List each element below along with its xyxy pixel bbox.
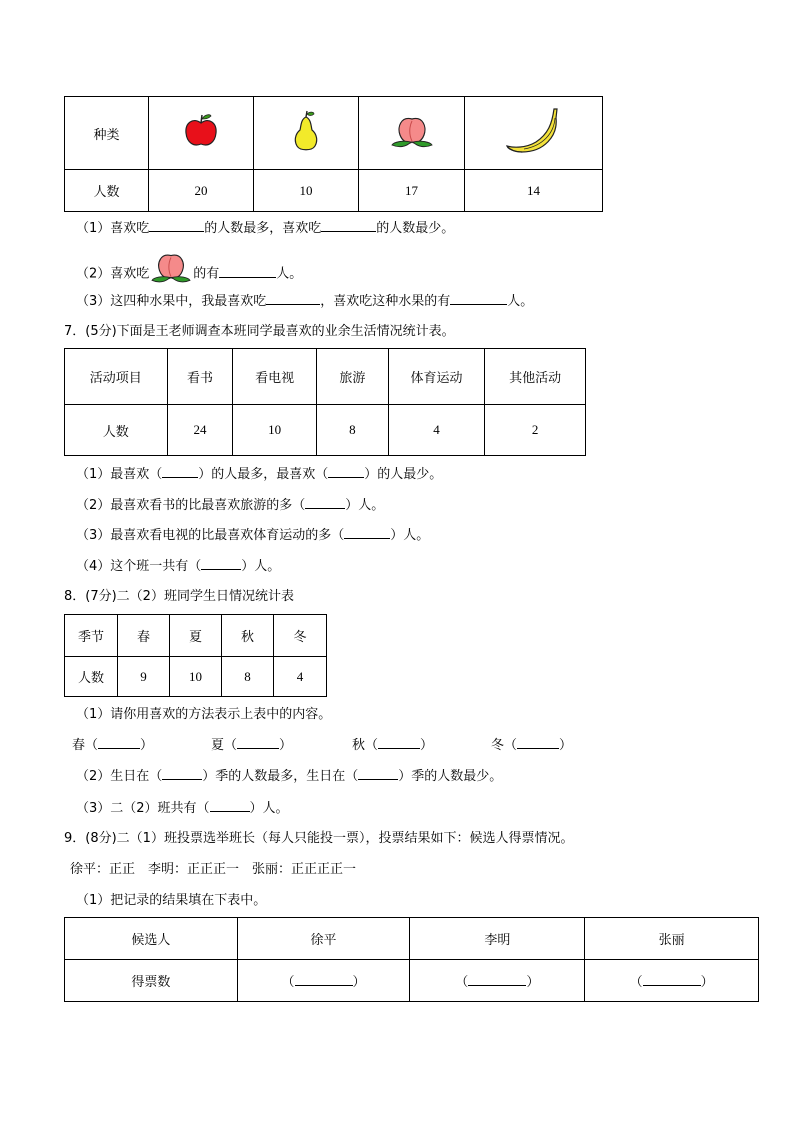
q8-title: 8．(7分)二（2）班同学生日情况统计表 bbox=[64, 589, 294, 604]
birthday-header-label: 季节 bbox=[65, 615, 118, 657]
activity-count-label: 人数 bbox=[65, 405, 168, 456]
answer-blank[interactable] bbox=[98, 736, 140, 749]
answer-blank[interactable] bbox=[201, 557, 241, 570]
candidate-header: 李明 bbox=[410, 918, 585, 960]
answer-blank[interactable] bbox=[468, 973, 526, 986]
answer-blank[interactable] bbox=[328, 465, 364, 478]
q9-part1: （1）把记录的结果填在下表中。 bbox=[76, 893, 267, 908]
candidate-header: 张丽 bbox=[585, 918, 759, 960]
answer-blank[interactable] bbox=[237, 736, 279, 749]
q7-part4: （4）这个班一共有（ ）人。 bbox=[76, 559, 281, 574]
birthday-table bbox=[64, 614, 327, 697]
activity-header: 旅游 bbox=[317, 349, 389, 405]
answer-blank[interactable] bbox=[378, 736, 420, 749]
activity-count: 8 bbox=[317, 405, 389, 456]
season-summer: 夏（ ） bbox=[211, 738, 293, 753]
answer-blank[interactable] bbox=[162, 465, 198, 478]
answer-blank[interactable] bbox=[517, 736, 559, 749]
fruit-table-header-label: 种类 bbox=[65, 97, 149, 170]
vote-count-label: 得票数 bbox=[65, 960, 238, 1002]
answer-blank[interactable] bbox=[295, 973, 353, 986]
activity-header: 看书 bbox=[167, 349, 233, 405]
q7-part1: （1）最喜欢（ ）的人最多，最喜欢（ ）的人最少。 bbox=[76, 467, 443, 482]
q7-title: 7．(5分)下面是王老师调查本班同学最喜欢的业余生活情况统计表。 bbox=[64, 324, 455, 339]
peach-cell bbox=[359, 97, 465, 170]
answer-blank[interactable] bbox=[450, 292, 507, 305]
peach-icon bbox=[149, 248, 193, 286]
activity-count: 4 bbox=[388, 405, 485, 456]
q9-votes: 徐平：正正 李明：正正正一 张丽：正正正正一 bbox=[70, 862, 357, 877]
season-header: 春 bbox=[117, 615, 169, 657]
birthday-count-label: 人数 bbox=[65, 657, 118, 697]
season-header: 夏 bbox=[169, 615, 221, 657]
peach-icon bbox=[389, 111, 435, 151]
answer-blank[interactable] bbox=[219, 265, 276, 278]
q7-part3: （3）最喜欢看电视的比最喜欢体育运动的多（ ）人。 bbox=[76, 528, 430, 543]
q8-part2: （2）生日在（ ）季的人数最多，生日在（ ）季的人数最少。 bbox=[76, 769, 503, 784]
vote-header-label: 候选人 bbox=[65, 918, 238, 960]
banana-count: 14 bbox=[465, 170, 603, 212]
answer-blank[interactable] bbox=[358, 767, 398, 780]
answer-blank[interactable] bbox=[210, 799, 250, 812]
activity-header-label: 活动项目 bbox=[65, 349, 168, 405]
season-count: 10 bbox=[169, 657, 221, 697]
activity-table bbox=[64, 348, 586, 456]
answer-blank[interactable] bbox=[162, 767, 202, 780]
activity-header: 看电视 bbox=[233, 349, 317, 405]
season-header: 秋 bbox=[221, 615, 273, 657]
answer-blank[interactable] bbox=[266, 292, 320, 305]
season-count: 4 bbox=[273, 657, 326, 697]
season-autumn: 秋（ ） bbox=[352, 738, 434, 753]
q8-part3: （3）二（2）班共有（ ）人。 bbox=[76, 801, 289, 816]
q6-part1: （1）喜欢吃 的人数最多，喜欢吃 的人数最少。 bbox=[76, 221, 455, 236]
season-spring: 春（ ） bbox=[72, 738, 154, 753]
candidate-header: 徐平 bbox=[237, 918, 410, 960]
season-count: 9 bbox=[117, 657, 169, 697]
q7-part2: （2）最喜欢看书的比最喜欢旅游的多（ ）人。 bbox=[76, 498, 385, 513]
activity-count: 10 bbox=[233, 405, 317, 456]
pear-cell bbox=[254, 97, 359, 170]
apple-cell bbox=[149, 97, 254, 170]
vote-count-cell[interactable]: （ ） bbox=[237, 960, 410, 1002]
q8-part1: （1）请你用喜欢的方法表示上表中的内容。 bbox=[76, 707, 332, 722]
fruit-table bbox=[64, 96, 603, 212]
vote-table bbox=[64, 917, 759, 1002]
pear-count: 10 bbox=[254, 170, 359, 212]
q9-title: 9．(8分)二（1）班投票选举班长（每人只能投一票），投票结果如下：候选人得票情况。 bbox=[64, 831, 574, 846]
answer-blank[interactable] bbox=[344, 526, 390, 539]
answer-blank[interactable] bbox=[305, 496, 345, 509]
season-header: 冬 bbox=[273, 615, 326, 657]
season-count: 8 bbox=[221, 657, 273, 697]
fruit-table-count-label: 人数 bbox=[65, 170, 149, 212]
apple-icon bbox=[181, 111, 221, 151]
vote-count-cell[interactable]: （ ） bbox=[410, 960, 585, 1002]
activity-header: 其他活动 bbox=[485, 349, 586, 405]
answer-blank[interactable] bbox=[149, 219, 204, 232]
banana-cell bbox=[465, 97, 603, 170]
activity-header: 体育运动 bbox=[388, 349, 485, 405]
season-winter: 冬（ ） bbox=[491, 738, 573, 753]
q6-part2: （2）喜欢吃 的有 人。 bbox=[76, 248, 302, 300]
activity-count: 2 bbox=[485, 405, 586, 456]
answer-blank[interactable] bbox=[643, 973, 701, 986]
vote-count-cell[interactable]: （ ） bbox=[585, 960, 759, 1002]
answer-blank[interactable] bbox=[321, 219, 376, 232]
q6-part3: （3）这四种水果中，我最喜欢吃 ，喜欢吃这种水果的有 人。 bbox=[76, 294, 534, 309]
banana-icon bbox=[504, 106, 564, 156]
apple-count: 20 bbox=[149, 170, 254, 212]
peach-count: 17 bbox=[359, 170, 465, 212]
activity-count: 24 bbox=[167, 405, 233, 456]
pear-icon bbox=[286, 109, 326, 153]
